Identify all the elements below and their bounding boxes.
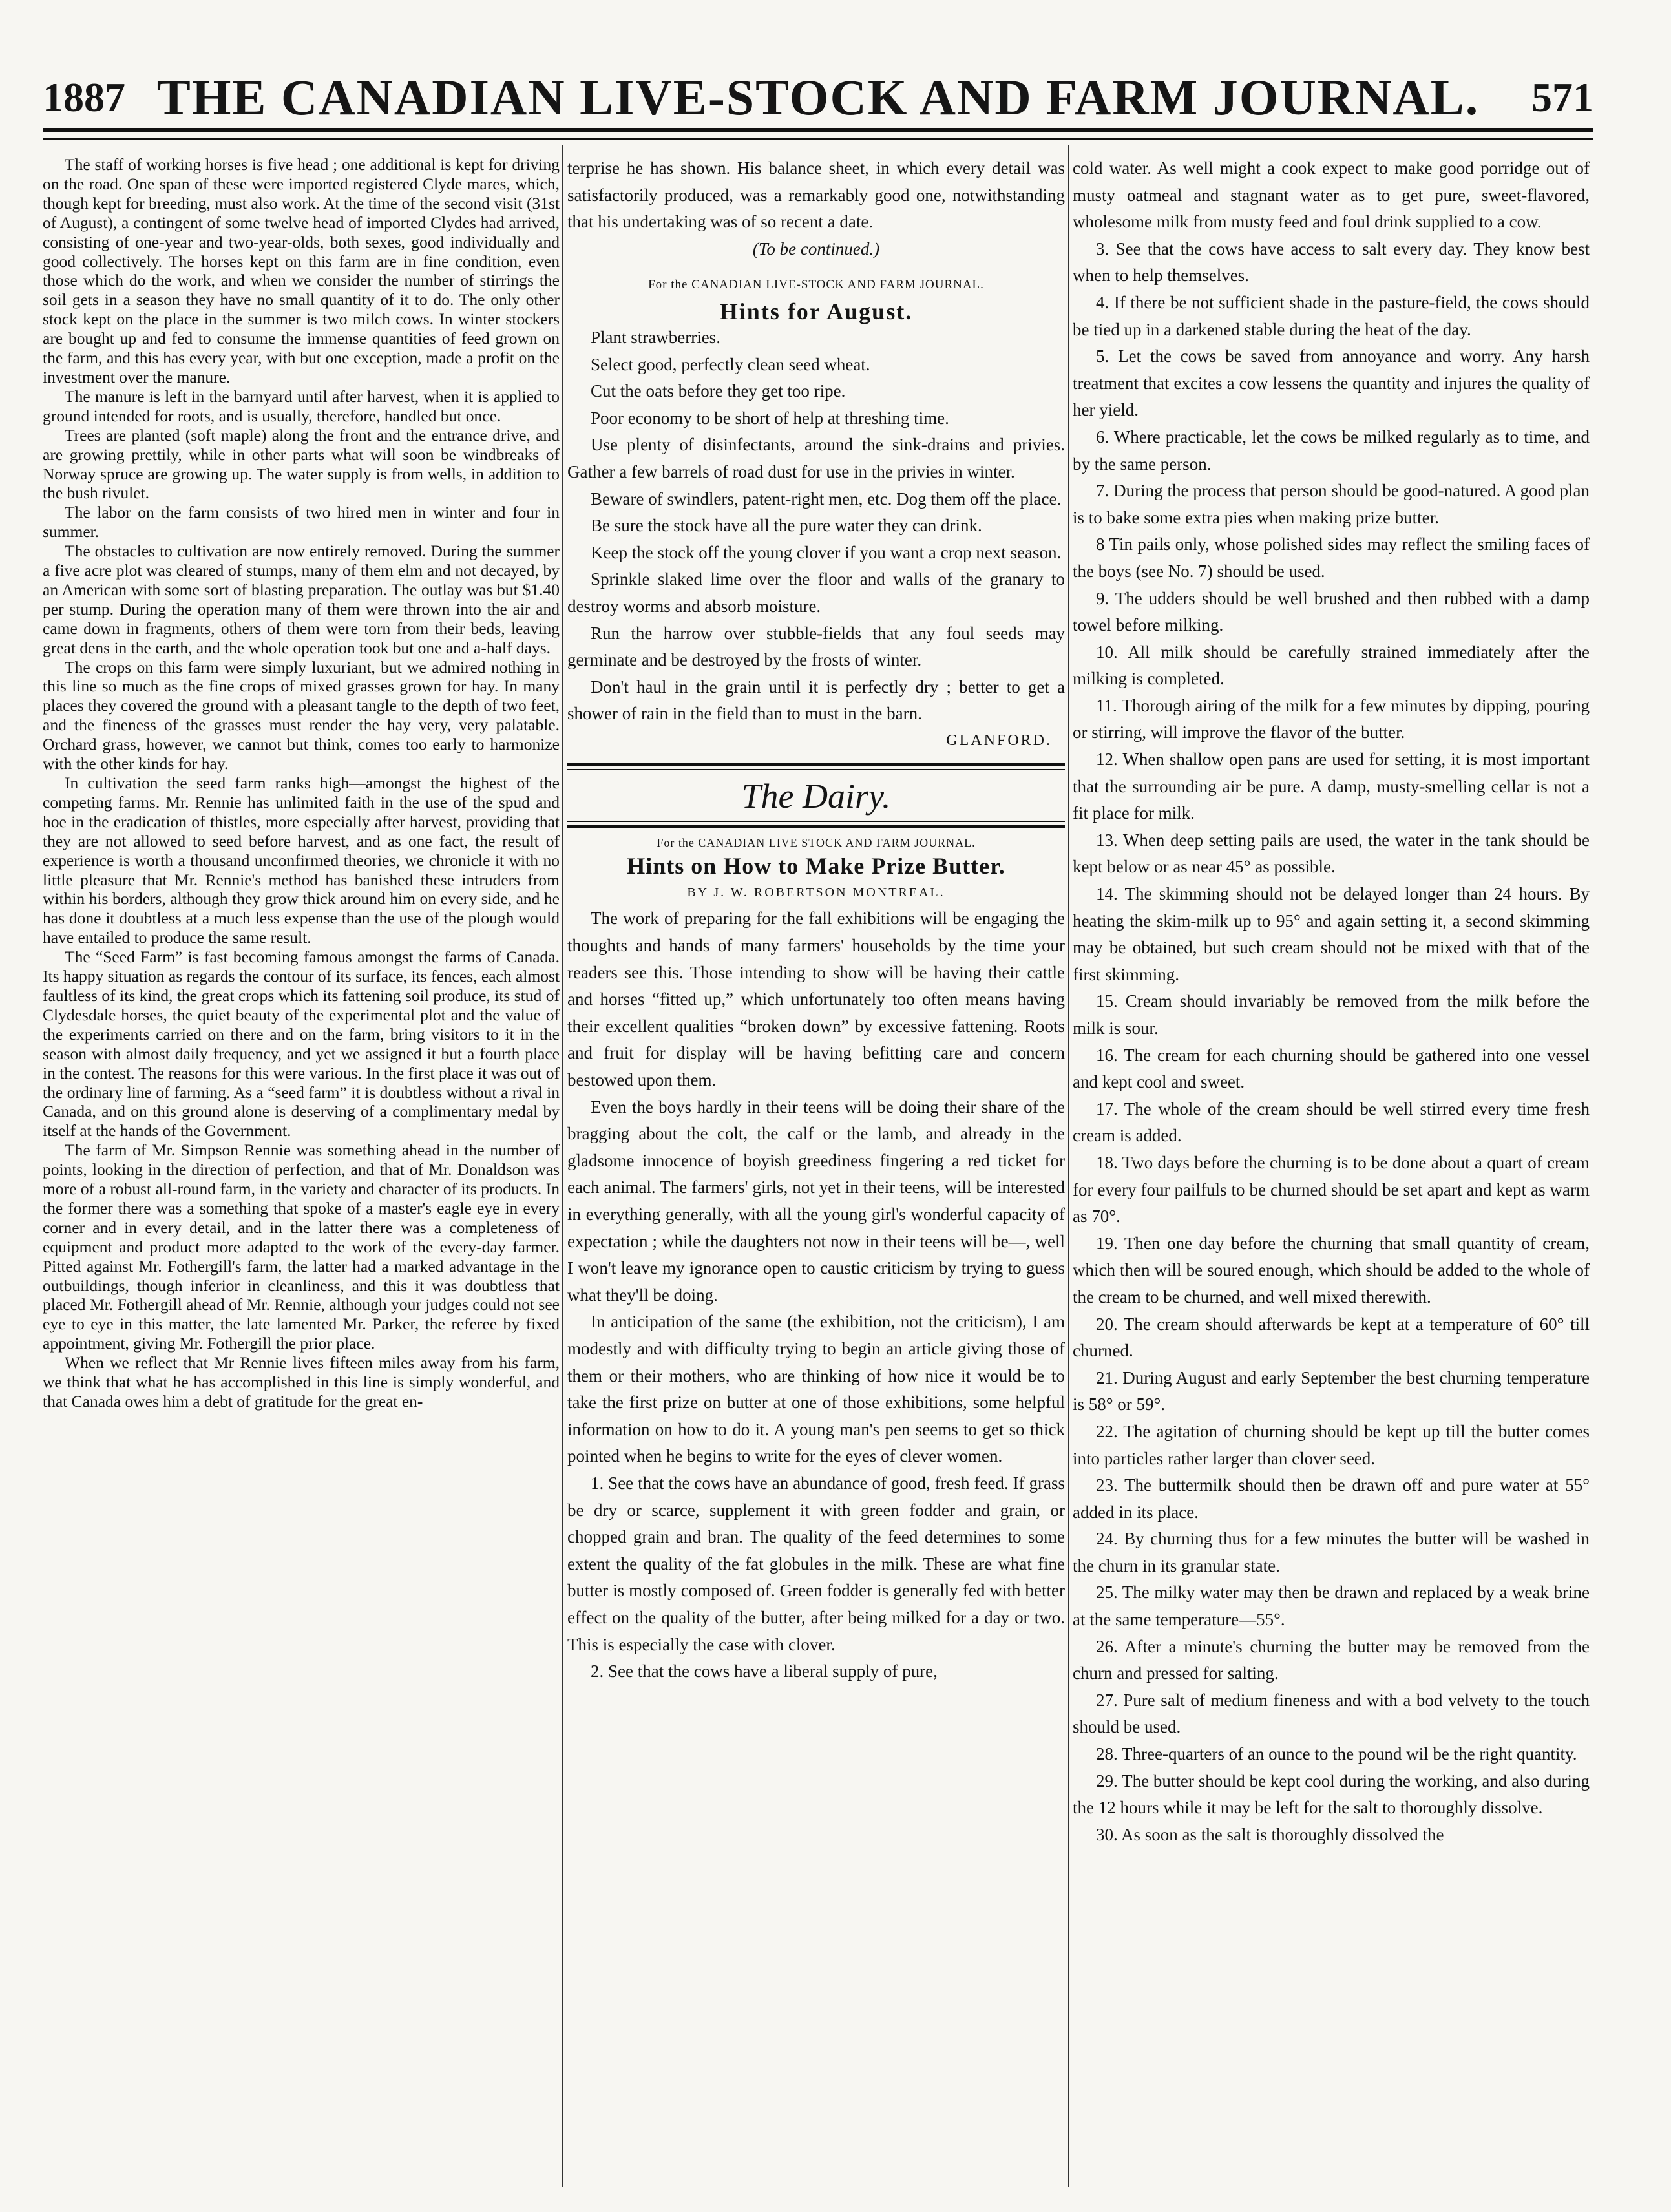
paragraph: When we reflect that Mr Rennie lives fifteen miles away from his farm, we think that what he has accomplished in this line is simply wonderful, and that Canada owes him a debt of gratitude for the great en- — [43, 1353, 560, 1411]
hint-item: Use plenty of disinfectants, around the sink-drains and privies. Gather a few barrels of road dust for use in the privies in winter. — [567, 435, 1065, 481]
section-rule — [567, 763, 1065, 770]
numbered-item: 14. The skimming should not be delayed longer than 24 hours. By heating the skim-milk up to 95° and again setting it, a second skimming may be obtained, but such cream should not be mixed with that of the first skimming. — [1073, 884, 1590, 984]
paragraph: In cultivation the seed farm ranks high—amongst the highest of the competing farms. Mr. Rennie has unlimited faith in the use of the spud and hoe in the eradication of thistles, more especially after harvest, providing that they are not allowed to seed before harvest, and as one fact, the result of experience is worth a thousand unconfirmed theories, we chronicle it with no little pleasure that Mr. Rennie's method has banished these intruders from within his borders, although they grow thick around him on every side, and he has done it doubtless at a much less expense than the use of the plough would have entailed to produce the same result. — [43, 774, 560, 947]
numbered-item: 28. Three-quarters of an ounce to the pound wil be the right quantity. — [1096, 1744, 1577, 1764]
numbered-item: 6. Where practicable, let the cows be milked regularly as to time, and by the same person. — [1073, 427, 1590, 474]
hint-item: Run the harrow over stubble-fields that any foul seeds may germinate and be destroyed by the frosts of winter. — [567, 623, 1065, 670]
article-title: Hints on How to Make Prize Butter. — [627, 853, 1005, 880]
column-3 — [1073, 155, 1590, 2191]
numbered-item: 4. If there be not sufficient shade in the pasture-field, the cows should be tied up in a darkened stable during the heat of the day. — [1073, 292, 1590, 339]
numbered-item: 16. The cream for each churning should be gathered into one vessel and kept cool and sweet. — [1073, 1045, 1590, 1092]
numbered-item: 20. The cream should afterwards be kept at a temperature of 60° till churned. — [1073, 1314, 1590, 1361]
paragraph: The obstacles to cultivation are now entirely removed. During the summer a five acre plot was cleared of stumps, many of them elm and not decayed, by an American with some sort of blasting preparation. The outlay was but $1.40 per stump. During the operation many of them were thrown into the air and came down in fragments, others of them were torn from their beds, leaving great dens in the earth, and the whole operation took but one and a-half days. — [43, 542, 560, 657]
hint-item: Don't haul in the grain until it is perfectly dry ; better to get a shower of rain in the field than to must in the barn. — [567, 677, 1065, 724]
paragraph: The work of preparing for the fall exhibitions will be engaging the thoughts and hands of many farmers' households by the time your readers see this. Those intending to show will be having their cattle and horses “fitted up,” which unfortunately too often means having their excellent qualities “broken down” by excessive fattening. Roots and fruit for display will be having befitting care and concern bestowed upon them. — [567, 909, 1065, 1090]
paragraph: The labor on the farm consists of two hired men in winter and four in summer. — [43, 503, 560, 542]
section-rule — [567, 821, 1065, 828]
numbered-item: 5. Let the cows be saved from annoyance and worry. Any harsh treatment that excites a cow lessens the quantity and injures the quality of her yield. — [1073, 346, 1590, 420]
paragraph: 1. See that the cows have an abundance of good, fresh feed. If grass be dry or scarce, supplement it with green fodder and grain, or chopped grain and bran. The quality of the feed determines to some extent the quality of the fat globules in the milk. These are what fine butter is mostly composed of. Green fodder is generally fed with better effect on the quality of the butter, after being milked for a day or two. This is especially the case with clover. — [567, 1473, 1065, 1654]
numbered-item: 24. By churning thus for a few minutes the butter will be washed in the churn in its granular state. — [1073, 1529, 1590, 1575]
numbered-item: 27. Pure salt of medium fineness and with a bod velvety to the touch should be used. — [1073, 1690, 1590, 1737]
numbered-item: 29. The butter should be kept cool during the working, and also during the 12 hours while it may be left for the salt to thoroughly dissolve. — [1073, 1771, 1590, 1818]
paragraph: 2. See that the cows have a liberal supply of pure, — [591, 1661, 938, 1681]
continued-paragraph: cold water. As well might a cook expect to make good porridge out of musty oatmeal and stagnant water as to get pure, sweet-flavored, wholesome milk from musty feed and foul drink supplied to a cow. — [1073, 158, 1590, 232]
paragraph: Trees are planted (soft maple) along the front and the entrance drive, and are growing prettily, while in other parts what will soon be windbreaks of Norway spruce are growing up. The water supply is from wells, in addition to the bush rivulet. — [43, 425, 560, 503]
column-1 — [43, 155, 560, 2191]
hints-title: Hints for August. — [719, 298, 913, 324]
numbered-item: 7. During the process that person should be good-natured. A good plan is to bake some extra pies when making prize butter. — [1073, 481, 1590, 527]
numbered-item: 10. All milk should be carefully strained immediately after the milking is completed. — [1073, 642, 1590, 689]
numbered-item: 25. The milky water may then be drawn and replaced by a weak brine at the same temperature—55°. — [1073, 1583, 1590, 1630]
paragraph: Even the boys hardly in their teens will be doing their share of the bragging about the colt, the calf or the lamb, and already in the gladsome innocence of boyish greediness fingering a red ticket for each animal. The farmers' girls, not yet in their teens, will be interested in everything generally, with all the young girl's wonderful capacity of expectation ; while the daughters not now in their teens will be—, well I won't leave my ignorance open to caustic criticism by trying to guess what they'll be doing. — [567, 1097, 1065, 1305]
numbered-item: 18. Two days before the churning is to be done about a quart of cream for every four pailfuls to be churned should be set apart and kept as warm as 70°. — [1073, 1152, 1590, 1227]
numbered-item: 26. After a minute's churning the butter may be removed from the churn and pressed for salting. — [1073, 1636, 1590, 1683]
header-rule — [43, 128, 1593, 140]
article-author: BY J. W. ROBERTSON MONTREAL. — [687, 885, 945, 900]
journal-title: THE CANADIAN LIVE-STOCK AND FARM JOURNAL. — [156, 69, 1480, 125]
section-title: The Dairy. — [741, 777, 891, 816]
column-divider — [1068, 145, 1069, 2187]
numbered-item: 17. The whole of the cream should be well stirred every time fresh cream is added. — [1073, 1099, 1590, 1146]
page-number: 571 — [1531, 74, 1593, 120]
article-byline: For the CANADIAN LIVE STOCK AND FARM JOURNAL. — [657, 836, 976, 850]
hint-item: Poor economy to be short of help at threshing time. — [591, 408, 949, 428]
numbered-item: 23. The buttermilk should then be drawn off and pure water at 55° added in its place. — [1073, 1475, 1590, 1522]
paragraph: The “Seed Farm” is fast becoming famous amongst the farms of Canada. Its happy situation as regards the contour of its surface, its fences, each almost faultless of its kind, the great crops which its fattening soil produce, its stud of Clydesdale horses, the quiet beauty of the experimental plot and the value of the experiments carried on there and on the farm, bring visitors to it in the season with almost daily frequency, and yet we assigned it but a fourth place in the contest. The reasons for this were various. In the first place it was out of the ordinary line of farming. As a “seed farm” it is doubtless without a rival in Canada, and on this ground alone is deserving of a complimentary medal by itself at the hands of the Government. — [43, 947, 560, 1141]
to-be-continued: (To be continued.) — [752, 238, 880, 258]
paragraph: The crops on this farm were simply luxuriant, but we admired nothing in this line so much as the fine crops of mixed grasses grown for hay. In many places they covered the ground with a pleasant tangle to the depth of two feet, and the fineness of the grasses must render the hay very, very palatable. Orchard grass, however, we cannot but think, comes too early to harmonize with the other kinds for hay. — [43, 657, 560, 774]
numbered-item: 3. See that the cows have access to salt every day. They know best when to help themselves. — [1073, 238, 1590, 286]
hint-item: Sprinkle slaked lime over the floor and walls of the granary to destroy worms and absorb moisture. — [567, 569, 1065, 616]
hints-signature: GLANFORD. — [946, 732, 1052, 749]
numbered-item: 21. During August and early September the best churning temperature is 58° or 59°. — [1073, 1367, 1590, 1415]
paragraph: The staff of working horses is five head ; one additional is kept for driving on the road. One span of these were imported registered Clyde mares, which, though kept for breeding, must also work. At the time of the second visit (31st of August), a contingent of some twelve head of imported Clydes had arrived, consisting of one-year and two-year-olds, both sexes, good individually and good collectively. The horses kept on this farm are in fine condition, even those which do the work, and when we consider the number of stirrings the soil gets in a season they have no small quantity of it to do. The only other stock kept on the place in the summer is two milch cows. In winter stockers are bought up and fed to consume the immense quantities of feed grown on the farm, and this has every year, with but one exception, made a profit on the investment over the manure. — [43, 155, 560, 386]
hints-byline: For the CANADIAN LIVE-STOCK AND FARM JOURNAL. — [648, 278, 984, 292]
hint-item: Cut the oats before they get too ripe. — [591, 381, 846, 401]
numbered-item: 15. Cream should invariably be removed from the milk before the milk is sour. — [1073, 991, 1590, 1038]
hint-item: Beware of swindlers, patent-right men, etc. Dog them off the place. — [591, 489, 1062, 509]
continued-paragraph: terprise he has shown. His balance sheet, in which every detail was satisfactorily produced, was a remarkably good one, notwithstanding that his undertaking was of so recent a date. — [567, 158, 1065, 232]
numbered-item: 13. When deep setting pails are used, the water in the tank should be kept below or as near 45° as possible. — [1073, 830, 1590, 877]
paragraph: The farm of Mr. Simpson Rennie was something ahead in the number of points, looking in the direction of perfection, and that of Mr. Donaldson was more of a robust all-round farm, in the variety and character of its products. In the former there was a something that spoke of a master's eagle eye in every corner and in every detail, and in the latter there was a completeness of equipment and product more adapted to the work of the every-day farmer. Pitted against Mr. Fothergill's farm, the latter had a marked advantage in the outbuildings, though inferior in cleanliness, and this it was doubtless that placed Mr. Fothergill ahead of Mr. Rennie, although your judges could not see eye to eye in this matter, the late lamented Mr. Parker, the referee by fixed appointment, giving Mr. Fothergill the prior place. — [43, 1141, 560, 1353]
numbered-item: 8 Tin pails only, whose polished sides may reflect the smiling faces of the boys (see No. 7) should be used. — [1073, 534, 1590, 581]
hint-item: Keep the stock off the young clover if you want a crop next season. — [591, 542, 1062, 562]
paragraph: In anticipation of the same (the exhibition, not the criticism), I am modestly and with difficulty trying to begin an article giving those of them or their mothers, who are thinking of how nice it would be to take the first prize on butter at one of those exhibitions, some helpful information on how to do it. A young man's pen seems to get so thick pointed when he begins to write for the eyes of clever women. — [567, 1312, 1065, 1466]
header-year: 1887 — [43, 74, 125, 120]
hint-item: Select good, perfectly clean seed wheat. — [591, 354, 870, 374]
column-2 — [567, 155, 1065, 2191]
numbered-item: 11. Thorough airing of the milk for a few minutes by dipping, pouring or stirring, will improve the flavor of the butter. — [1073, 695, 1590, 743]
numbered-item: 30. As soon as the salt is thoroughly dissolved the — [1096, 1824, 1444, 1844]
hint-item: Be sure the stock have all the pure water they can drink. — [591, 516, 982, 536]
numbered-item: 22. The agitation of churning should be kept up till the butter comes into particles rather larger than clover seed. — [1073, 1421, 1590, 1468]
paragraph: The manure is left in the barnyard until after harvest, when it is applied to ground intended for roots, and is usually, therefore, handled but once. — [43, 386, 560, 425]
column-divider — [562, 145, 563, 2187]
numbered-item: 9. The udders should be well brushed and then rubbed with a damp towel before milking. — [1073, 588, 1590, 635]
numbered-item: 19. Then one day before the churning that small quantity of cream, which then will be soured enough, which should be added to the whole of the cream to be churned, and well mixed therewith. — [1073, 1233, 1590, 1307]
numbered-item: 12. When shallow open pans are used for setting, it is most important that the surrounding air be pure. A damp, musty-smelling cellar is not a fit place for milk. — [1073, 750, 1590, 823]
hint-item: Plant strawberries. — [591, 327, 720, 347]
